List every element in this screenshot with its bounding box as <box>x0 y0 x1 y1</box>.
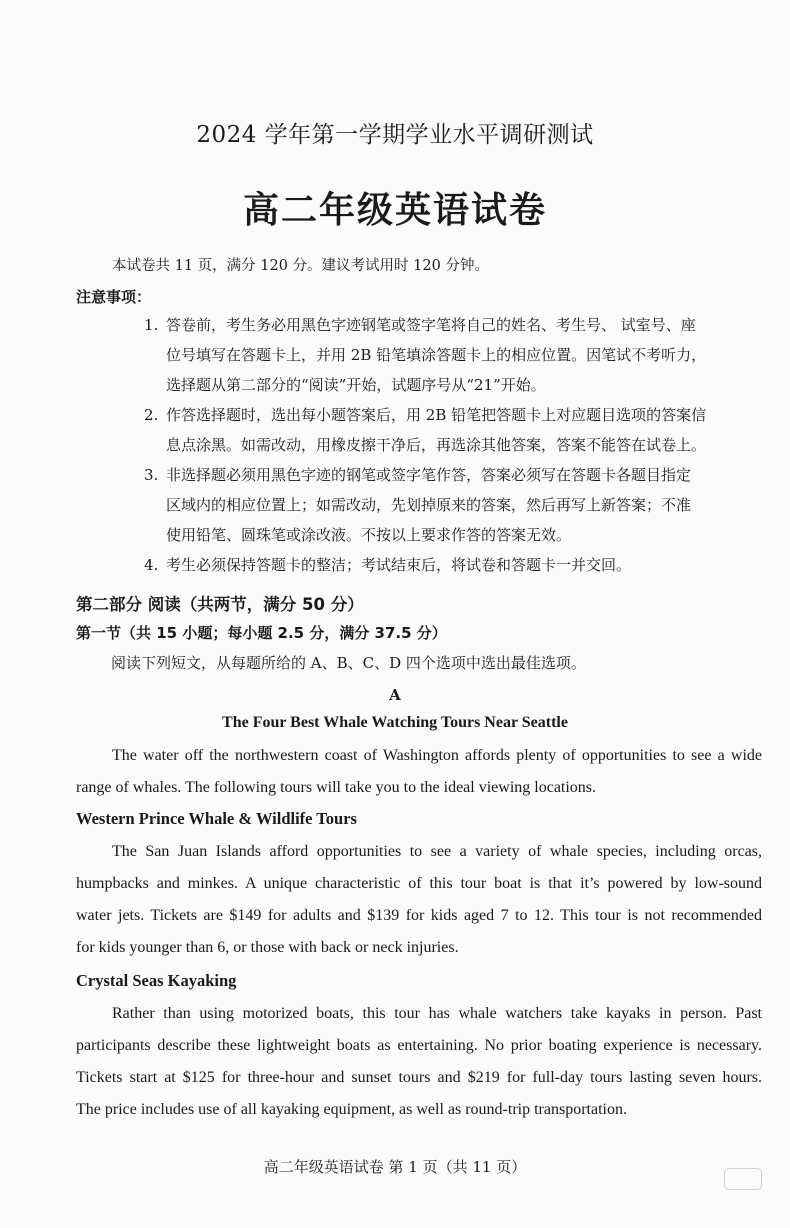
notice-heading: 注意事项： <box>76 288 152 306</box>
paragraph-line: The price includes use of all kayaking equipment, as well as round-trip transportation. <box>76 1101 627 1118</box>
notice-number: 3. <box>144 466 159 484</box>
passage-letter: A <box>389 686 401 704</box>
paragraph-line: The San Juan Islands afford opportunities to see a variety of whale species, including orcas, <box>112 843 762 860</box>
notice-line: 非选择题必须用黑色字迹的钢笔或签字笔作答，答案必须写在答题卡各题目指定 <box>166 466 692 484</box>
tour-paragraph <box>76 998 762 1126</box>
notice-line: 答卷前，考生务必用黑色字迹钢笔或签字笔将自己的姓名、考生号、 试室号、座 <box>166 316 696 334</box>
paragraph-line: participants describe these lightweight boats as entertaining. No prior boating experience is necessary. <box>76 1037 762 1054</box>
notice-item <box>144 550 764 580</box>
subsection-heading: 第一节（共 15 小题；每小题 2.5 分，满分 37.5 分） <box>76 624 447 642</box>
paper-title: 高二年级英语试卷 <box>242 190 547 231</box>
notice-item <box>144 400 764 460</box>
passage-intro <box>76 740 762 804</box>
notice-number: 4. <box>144 556 159 574</box>
notice-list <box>144 310 764 580</box>
notice-line: 区域内的相应位置上；如需改动，先划掉原来的答案，然后再写上新答案；不准 <box>166 496 692 514</box>
notice-item <box>144 460 764 550</box>
paragraph-line: Rather than using motorized boats, this tour has whale watchers take kayaks in person. Past <box>112 1005 762 1022</box>
exam-title: 2024 学年第一学期学业水平调研测试 <box>196 122 594 148</box>
paragraph-line: range of whales. The following tours will take you to the ideal viewing locations. <box>76 779 597 796</box>
notice-line: 使用铅笔、圆珠笔或涂改液。不按以上要求作答的答案无效。 <box>166 526 572 544</box>
paragraph-line: humpbacks and minkes. A unique characteristic of this tour boat is that it’s powered by low-sound <box>76 875 762 892</box>
tour-heading: Crystal Seas Kayaking <box>76 971 237 990</box>
tour-paragraph <box>76 836 762 964</box>
paragraph-line: The water off the northwestern coast of Washington affords plenty of opportunities to see a wide <box>112 747 762 764</box>
notice-line: 考生必须保持答题卡的整洁；考试结束后，将试卷和答题卡一并交回。 <box>166 556 632 574</box>
passage-title: The Four Best Whale Watching Tours Near Seattle <box>222 714 568 731</box>
tour-heading: Western Prince Whale & Wildlife Tours <box>76 809 357 828</box>
paragraph-line: water jets. Tickets are $149 for adults and $139 for kids aged 7 to 12. This tour is not recommended <box>76 907 762 924</box>
notice-line: 位号填写在答题卡上，并用 2B 铅笔填涂答题卡上的相应位置。因笔试不考听力， <box>166 346 707 364</box>
paragraph-line: Tickets start at $125 for three-hour and sunset tours and $219 for full-day tours lasting seven hours. <box>76 1069 762 1086</box>
notice-line: 息点涂黑。如需改动，用橡皮擦干净后，再选涂其他答案，答案不能答在试卷上。 <box>166 436 707 454</box>
notice-item <box>144 310 764 400</box>
notice-number: 2. <box>144 406 159 424</box>
notice-number: 1. <box>144 316 159 334</box>
paper-info: 本试卷共 11 页，满分 120 分。建议考试用时 120 分钟。 <box>112 258 489 274</box>
page-footer: 高二年级英语试卷 第 1 页（共 11 页） <box>263 1158 527 1176</box>
paragraph-line: for kids younger than 6, or those with back or neck injuries. <box>76 939 459 956</box>
watermark-stamp-icon <box>724 1168 762 1190</box>
notice-line: 选择题从第二部分的“阅读”开始，试题序号从“21”开始。 <box>166 376 546 394</box>
section-heading: 第二部分 阅读（共两节，满分 50 分） <box>76 595 364 614</box>
reading-instruction: 阅读下列短文，从每题所给的 A、B、C、D 四个选项中选出最佳选项。 <box>111 654 586 672</box>
notice-line: 作答选择题时，选出每小题答案后，用 2B 铅笔把答题卡上对应题目选项的答案信 <box>166 406 707 424</box>
